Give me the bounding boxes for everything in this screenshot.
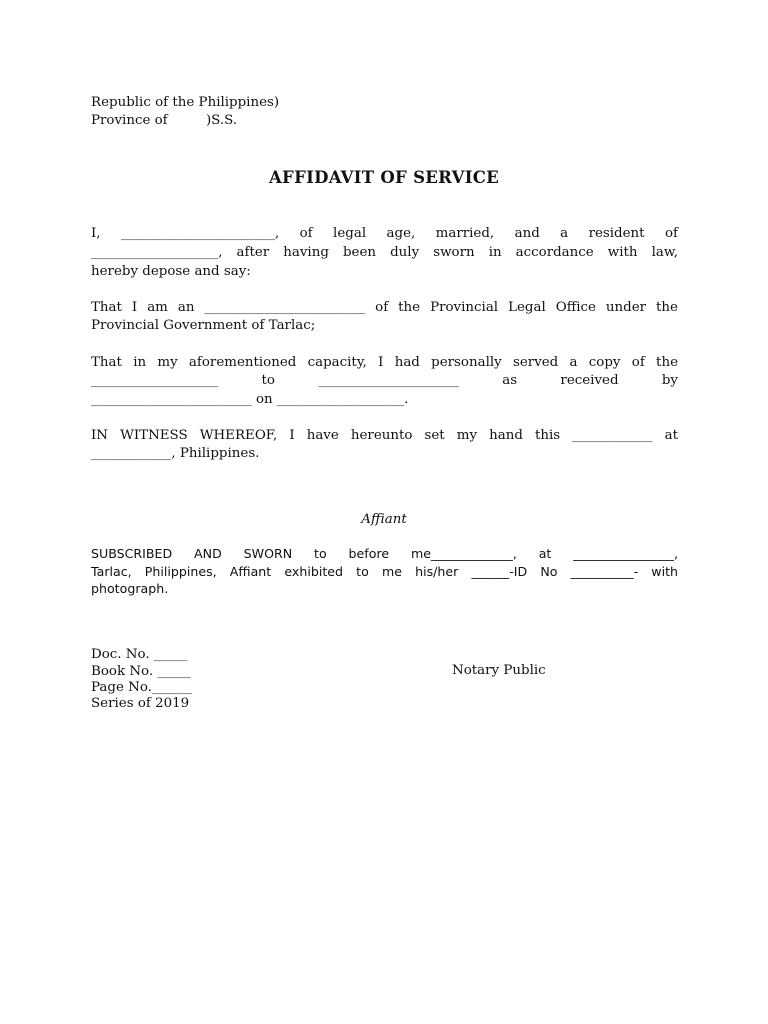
para3-line3: ________________________ on ___________________. bbox=[91, 392, 409, 407]
para2-line2: Provincial Government of Tarlac; bbox=[91, 318, 316, 333]
para4-line2: ____________, Philippines. bbox=[91, 446, 260, 461]
page-no: Page No.______ bbox=[91, 680, 193, 695]
series-year: Series of 2019 bbox=[91, 696, 190, 711]
notary-public-label: Notary Public bbox=[452, 663, 546, 678]
document-title: AFFIDAVIT OF SERVICE bbox=[268, 168, 500, 187]
para3-line2: ___________________ to _____________________ as received by bbox=[91, 373, 678, 388]
para1-line2: ___________________, after having been duly sworn in accordance with law, bbox=[91, 245, 678, 260]
jurat-line3: photograph. bbox=[91, 581, 169, 596]
para1-line3: hereby depose and say: bbox=[91, 264, 251, 279]
header-province: Province of )S.S. bbox=[91, 113, 238, 128]
para2-line1: That I am an ________________________ of the Provincial Legal Office under the bbox=[91, 300, 678, 315]
jurat-line1: SUBSCRIBED AND SWORN to before me_____________, at ________________, bbox=[91, 546, 678, 561]
para4-line1: IN WITNESS WHEREOF, I have hereunto set my hand this ____________ at bbox=[91, 428, 678, 443]
doc-no: Doc. No. _____ bbox=[91, 647, 188, 662]
book-no: Book No. _____ bbox=[91, 664, 191, 679]
affiant-label: Affiant bbox=[361, 512, 407, 527]
para3-line1: That in my aforementioned capacity, I had personally served a copy of the bbox=[91, 355, 678, 370]
jurat-line2: Tarlac, Philippines, Affiant exhibited to me his/her ______-ID No __________- with bbox=[91, 564, 678, 579]
header-republic: Republic of the Philippines) bbox=[91, 95, 280, 110]
para1-line1: I, _______________________, of legal age, married, and a resident of bbox=[91, 226, 678, 241]
